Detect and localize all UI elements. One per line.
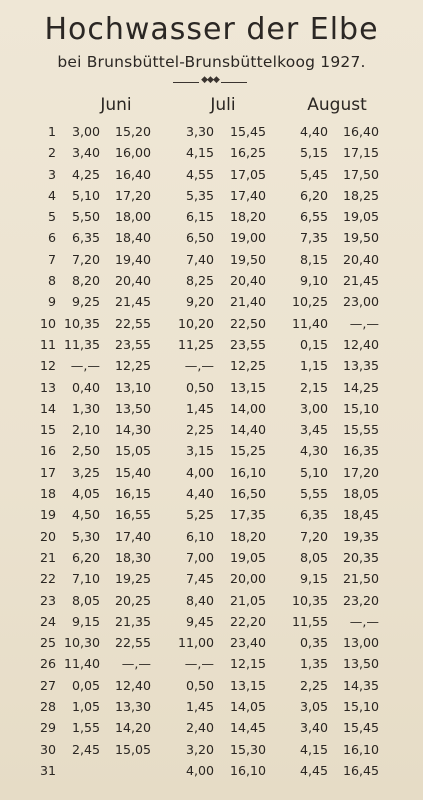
juli-first-high-water: 6,15 — [185, 209, 214, 225]
august-second-high-water: 12,40 — [342, 336, 379, 352]
juni-second-high-water: 18,30 — [114, 549, 151, 565]
juli-second-high-water: 21,40 — [229, 294, 266, 310]
juli-second-high-water: 21,05 — [229, 592, 266, 608]
juni-second-high-water: 12,25 — [114, 358, 151, 374]
august-second-high-water: 21,45 — [342, 273, 379, 289]
table-row — [0, 270, 423, 291]
august-first-high-water: 6,20 — [299, 187, 328, 203]
august-first-high-water: 3,45 — [299, 422, 328, 438]
juli-second-high-water: 16,50 — [229, 486, 266, 502]
table-row — [0, 249, 423, 270]
juni-first-high-water: 11,35 — [63, 336, 100, 352]
juli-second-high-water: 18,20 — [229, 209, 266, 225]
august-first-high-water: 4,45 — [299, 762, 328, 778]
juni-second-high-water: 16,00 — [114, 145, 151, 161]
juni-first-high-water: 9,25 — [71, 294, 100, 310]
day-number: 9 — [47, 294, 56, 310]
juli-first-high-water: 4,55 — [185, 166, 214, 182]
day-number: 27 — [39, 677, 56, 693]
juni-second-high-water: 15,20 — [114, 124, 151, 139]
juni-second-high-water: 14,30 — [114, 422, 151, 438]
august-second-high-water: 21,50 — [342, 571, 379, 587]
juli-second-high-water: 16,10 — [229, 464, 266, 480]
table-row — [0, 504, 423, 525]
juli-first-high-water: 8,25 — [185, 273, 214, 289]
juli-second-high-water: 16,25 — [229, 145, 266, 161]
juni-second-high-water: 22,55 — [114, 635, 151, 651]
juli-first-high-water: 2,25 — [185, 422, 214, 438]
august-first-high-water: 4,15 — [299, 741, 328, 757]
august-first-high-water: 7,20 — [299, 528, 328, 544]
juni-second-high-water: —,— — [121, 656, 151, 672]
juli-first-high-water: —,— — [184, 656, 214, 672]
juli-second-high-water: 14,05 — [229, 699, 266, 715]
juli-first-high-water: 9,45 — [185, 613, 214, 629]
juli-first-high-water: 11,00 — [177, 635, 214, 651]
august-first-high-water: 9,15 — [299, 571, 328, 587]
juni-first-high-water: 0,05 — [71, 677, 100, 693]
juni-first-high-water: 3,25 — [71, 464, 100, 480]
page-subtitle: bei Brunsbüttel-Brunsbüttelkoog 1927. — [57, 53, 366, 71]
juli-first-high-water: 4,00 — [185, 464, 214, 480]
august-first-high-water: 4,40 — [299, 124, 328, 139]
juni-first-high-water: 5,50 — [71, 209, 100, 225]
juni-second-high-water: 21,45 — [114, 294, 151, 310]
august-second-high-water: 19,35 — [342, 528, 379, 544]
day-number: 30 — [39, 741, 56, 757]
august-second-high-water: 20,35 — [342, 549, 379, 565]
juli-first-high-water: 0,50 — [185, 379, 214, 395]
juni-second-high-water: 19,25 — [114, 571, 151, 587]
august-first-high-water: 2,25 — [299, 677, 328, 693]
juni-first-high-water: —,— — [70, 358, 100, 374]
table-row — [0, 334, 423, 355]
day-number: 10 — [39, 315, 56, 331]
table-row — [0, 121, 423, 142]
august-first-high-water: 8,15 — [299, 251, 328, 267]
juni-second-high-water: 18,40 — [114, 230, 151, 246]
day-number: 5 — [47, 209, 56, 225]
august-first-high-water: 0,15 — [299, 336, 328, 352]
juli-second-high-water: 12,15 — [229, 656, 266, 672]
juni-second-high-water: 12,40 — [114, 677, 151, 693]
juli-first-high-water: 7,40 — [185, 251, 214, 267]
august-first-high-water: 5,55 — [299, 486, 328, 502]
juli-first-high-water: 2,40 — [185, 720, 214, 736]
august-first-high-water: 6,35 — [299, 507, 328, 523]
table-row — [0, 377, 423, 398]
august-second-high-water: 17,20 — [342, 464, 379, 480]
ornament-rule-left — [173, 82, 199, 83]
juli-second-high-water: 15,30 — [229, 741, 266, 757]
table-row — [0, 227, 423, 248]
juli-second-high-water: 17,35 — [229, 507, 266, 523]
juni-first-high-water: 2,45 — [71, 741, 100, 757]
august-second-high-water: 16,40 — [342, 124, 379, 139]
august-second-high-water: —,— — [349, 315, 379, 331]
juli-second-high-water: 15,25 — [229, 443, 266, 459]
august-first-high-water: 1,35 — [299, 656, 328, 672]
juni-second-high-water: 17,20 — [114, 187, 151, 203]
august-first-high-water: 11,40 — [291, 315, 328, 331]
table-row — [0, 185, 423, 206]
august-second-high-water: 18,25 — [342, 187, 379, 203]
august-first-high-water: 4,30 — [299, 443, 328, 459]
august-second-high-water: 15,55 — [342, 422, 379, 438]
table-row — [0, 653, 423, 674]
august-second-high-water: 16,10 — [342, 741, 379, 757]
juli-second-high-water: 18,20 — [229, 528, 266, 544]
august-first-high-water: 6,55 — [299, 209, 328, 225]
august-first-high-water: 3,40 — [299, 720, 328, 736]
august-first-high-water: 7,35 — [299, 230, 328, 246]
juni-first-high-water: 10,30 — [63, 635, 100, 651]
august-first-high-water: 5,45 — [299, 166, 328, 182]
juni-first-high-water: 2,50 — [71, 443, 100, 459]
august-second-high-water: 14,35 — [342, 677, 379, 693]
juni-first-high-water: 4,05 — [71, 486, 100, 502]
table-row — [0, 696, 423, 717]
juni-first-high-water: 5,10 — [71, 187, 100, 203]
juni-first-high-water: 8,20 — [71, 273, 100, 289]
table-row — [0, 675, 423, 696]
august-first-high-water: 2,15 — [299, 379, 328, 395]
august-second-high-water: 15,10 — [342, 400, 379, 416]
juli-second-high-water: 14,40 — [229, 422, 266, 438]
juni-second-high-water: 13,30 — [114, 699, 151, 715]
juni-first-high-water: 5,30 — [71, 528, 100, 544]
table-row — [0, 355, 423, 376]
table-row — [0, 611, 423, 632]
juli-second-high-water: 22,50 — [229, 315, 266, 331]
juni-first-high-water: 1,55 — [71, 720, 100, 736]
juni-second-high-water: 21,35 — [114, 613, 151, 629]
day-number: 24 — [39, 613, 56, 629]
day-number: 23 — [39, 592, 56, 608]
juni-first-high-water: 8,05 — [71, 592, 100, 608]
august-first-high-water: 0,35 — [299, 635, 328, 651]
august-second-high-water: 23,20 — [342, 592, 379, 608]
table-row — [0, 483, 423, 504]
juli-second-high-water: 22,20 — [229, 613, 266, 629]
august-second-high-water: 16,35 — [342, 443, 379, 459]
august-first-high-water: 1,15 — [299, 358, 328, 374]
august-first-high-water: 3,05 — [299, 699, 328, 715]
juli-first-high-water: 7,45 — [185, 571, 214, 587]
day-number: 29 — [39, 720, 56, 736]
juni-second-high-water: 18,00 — [114, 209, 151, 225]
day-number: 25 — [39, 635, 56, 651]
juli-first-high-water: —,— — [184, 358, 214, 374]
title-ornament — [173, 75, 247, 87]
juli-first-high-water: 4,40 — [185, 486, 214, 502]
august-first-high-water: 10,25 — [291, 294, 328, 310]
table-row — [0, 164, 423, 185]
juli-second-high-water: 20,00 — [229, 571, 266, 587]
table-row — [0, 419, 423, 440]
august-first-high-water: 8,05 — [299, 549, 328, 565]
august-second-high-water: 13,35 — [342, 358, 379, 374]
day-number: 18 — [39, 486, 56, 502]
day-number: 13 — [39, 379, 56, 395]
table-row — [0, 568, 423, 589]
table-row — [0, 313, 423, 334]
page-title: Hochwasser der Elbe — [44, 12, 379, 47]
juni-second-high-water: 23,55 — [114, 336, 151, 352]
table-row — [0, 462, 423, 483]
august-first-high-water: 10,35 — [291, 592, 328, 608]
august-second-high-water: —,— — [349, 613, 379, 629]
august-second-high-water: 18,05 — [342, 486, 379, 502]
juni-first-high-water: 3,40 — [71, 145, 100, 161]
ornament-diamonds: ◆◆◆ — [201, 75, 219, 85]
day-number: 12 — [39, 358, 56, 374]
table-row — [0, 142, 423, 163]
juli-first-high-water: 6,10 — [185, 528, 214, 544]
juli-second-high-water: 16,10 — [229, 762, 266, 778]
august-second-high-water: 17,50 — [342, 166, 379, 182]
juni-second-high-water: 14,20 — [114, 720, 151, 736]
august-second-high-water: 18,45 — [342, 507, 379, 523]
juli-second-high-water: 13,15 — [229, 379, 266, 395]
tide-table-rows — [0, 121, 423, 781]
juli-second-high-water: 12,25 — [229, 358, 266, 374]
juli-first-high-water: 11,25 — [177, 336, 214, 352]
juni-second-high-water: 19,40 — [114, 251, 151, 267]
juni-first-high-water: 6,20 — [71, 549, 100, 565]
august-second-high-water: 20,40 — [342, 251, 379, 267]
day-number: 15 — [39, 422, 56, 438]
day-number: 21 — [39, 549, 56, 565]
juli-first-high-water: 4,00 — [185, 762, 214, 778]
juli-first-high-water: 1,45 — [185, 699, 214, 715]
august-second-high-water: 23,00 — [342, 294, 379, 310]
juli-first-high-water: 3,15 — [185, 443, 214, 459]
day-number: 14 — [39, 400, 56, 416]
juni-second-high-water: 17,40 — [114, 528, 151, 544]
month-header-juli: Juli — [210, 95, 236, 115]
august-first-high-water: 9,10 — [299, 273, 328, 289]
august-second-high-water: 15,10 — [342, 699, 379, 715]
table-row — [0, 291, 423, 312]
juli-first-high-water: 7,00 — [185, 549, 214, 565]
juli-second-high-water: 19,05 — [229, 549, 266, 565]
table-row — [0, 440, 423, 461]
juli-second-high-water: 17,05 — [229, 166, 266, 182]
day-number: 6 — [47, 230, 56, 246]
juni-first-high-water: 7,20 — [71, 251, 100, 267]
juni-first-high-water: 4,50 — [71, 507, 100, 523]
table-row — [0, 760, 423, 781]
juni-first-high-water: 0,40 — [71, 379, 100, 395]
day-number: 26 — [39, 656, 56, 672]
day-number: 3 — [47, 166, 56, 182]
juli-first-high-water: 3,20 — [185, 741, 214, 757]
day-number: 4 — [47, 187, 56, 203]
august-second-high-water: 19,50 — [342, 230, 379, 246]
table-row — [0, 632, 423, 653]
juli-first-high-water: 1,45 — [185, 400, 214, 416]
juni-first-high-water: 7,10 — [71, 571, 100, 587]
table-row — [0, 547, 423, 568]
juni-first-high-water: 1,30 — [71, 400, 100, 416]
juli-second-high-water: 17,40 — [229, 187, 266, 203]
august-first-high-water: 3,00 — [299, 400, 328, 416]
month-header-august: August — [307, 95, 367, 115]
august-second-high-water: 13,00 — [342, 635, 379, 651]
juli-second-high-water: 19,50 — [229, 251, 266, 267]
table-row — [0, 717, 423, 738]
day-number: 20 — [39, 528, 56, 544]
juni-second-high-water: 15,40 — [114, 464, 151, 480]
day-number: 7 — [47, 251, 56, 267]
august-second-high-water: 15,45 — [342, 720, 379, 736]
juni-first-high-water: 1,05 — [71, 699, 100, 715]
juni-first-high-water: 6,35 — [71, 230, 100, 246]
juni-second-high-water: 22,55 — [114, 315, 151, 331]
juli-second-high-water: 14,45 — [229, 720, 266, 736]
juni-second-high-water: 20,40 — [114, 273, 151, 289]
juli-second-high-water: 15,45 — [229, 124, 266, 139]
juni-second-high-water: 15,05 — [114, 741, 151, 757]
juni-second-high-water: 20,25 — [114, 592, 151, 608]
juni-second-high-water: 16,40 — [114, 166, 151, 182]
day-number: 8 — [47, 273, 56, 289]
juni-second-high-water: 16,15 — [114, 486, 151, 502]
juli-second-high-water: 23,55 — [229, 336, 266, 352]
day-number: 31 — [39, 762, 56, 778]
juni-second-high-water: 13,50 — [114, 400, 151, 416]
juni-first-high-water: 2,10 — [71, 422, 100, 438]
juni-first-high-water: 11,40 — [63, 656, 100, 672]
juli-second-high-water: 14,00 — [229, 400, 266, 416]
table-row — [0, 206, 423, 227]
juli-first-high-water: 5,25 — [185, 507, 214, 523]
juli-first-high-water: 9,20 — [185, 294, 214, 310]
juli-first-high-water: 5,35 — [185, 187, 214, 203]
august-second-high-water: 17,15 — [342, 145, 379, 161]
juni-first-high-water: 10,35 — [63, 315, 100, 331]
juni-first-high-water: 9,15 — [71, 613, 100, 629]
juli-first-high-water: 0,50 — [185, 677, 214, 693]
day-number: 2 — [47, 145, 56, 161]
august-first-high-water: 5,10 — [299, 464, 328, 480]
juli-second-high-water: 20,40 — [229, 273, 266, 289]
august-first-high-water: 5,15 — [299, 145, 328, 161]
juli-second-high-water: 19,00 — [229, 230, 266, 246]
month-header-juni: Juni — [100, 95, 132, 115]
august-second-high-water: 19,05 — [342, 209, 379, 225]
day-number: 1 — [47, 124, 56, 139]
august-second-high-water: 14,25 — [342, 379, 379, 395]
juli-first-high-water: 10,20 — [177, 315, 214, 331]
day-number: 16 — [39, 443, 56, 459]
table-row — [0, 398, 423, 419]
table-row — [0, 526, 423, 547]
day-number: 19 — [39, 507, 56, 523]
juli-first-high-water: 8,40 — [185, 592, 214, 608]
juni-second-high-water: 13,10 — [114, 379, 151, 395]
juli-second-high-water: 13,15 — [229, 677, 266, 693]
juni-second-high-water: 15,05 — [114, 443, 151, 459]
juni-first-high-water: 4,25 — [71, 166, 100, 182]
day-number: 28 — [39, 699, 56, 715]
day-number: 11 — [39, 336, 56, 352]
day-number: 17 — [39, 464, 56, 480]
juni-first-high-water: 3,00 — [71, 124, 100, 139]
table-row — [0, 590, 423, 611]
juni-second-high-water: 16,55 — [114, 507, 151, 523]
day-number: 22 — [39, 571, 56, 587]
table-row — [0, 739, 423, 760]
juli-first-high-water: 4,15 — [185, 145, 214, 161]
august-second-high-water: 16,45 — [342, 762, 379, 778]
ornament-rule-right — [221, 82, 247, 83]
juli-second-high-water: 23,40 — [229, 635, 266, 651]
juli-first-high-water: 6,50 — [185, 230, 214, 246]
august-first-high-water: 11,55 — [291, 613, 328, 629]
august-second-high-water: 13,50 — [342, 656, 379, 672]
juli-first-high-water: 3,30 — [185, 124, 214, 139]
